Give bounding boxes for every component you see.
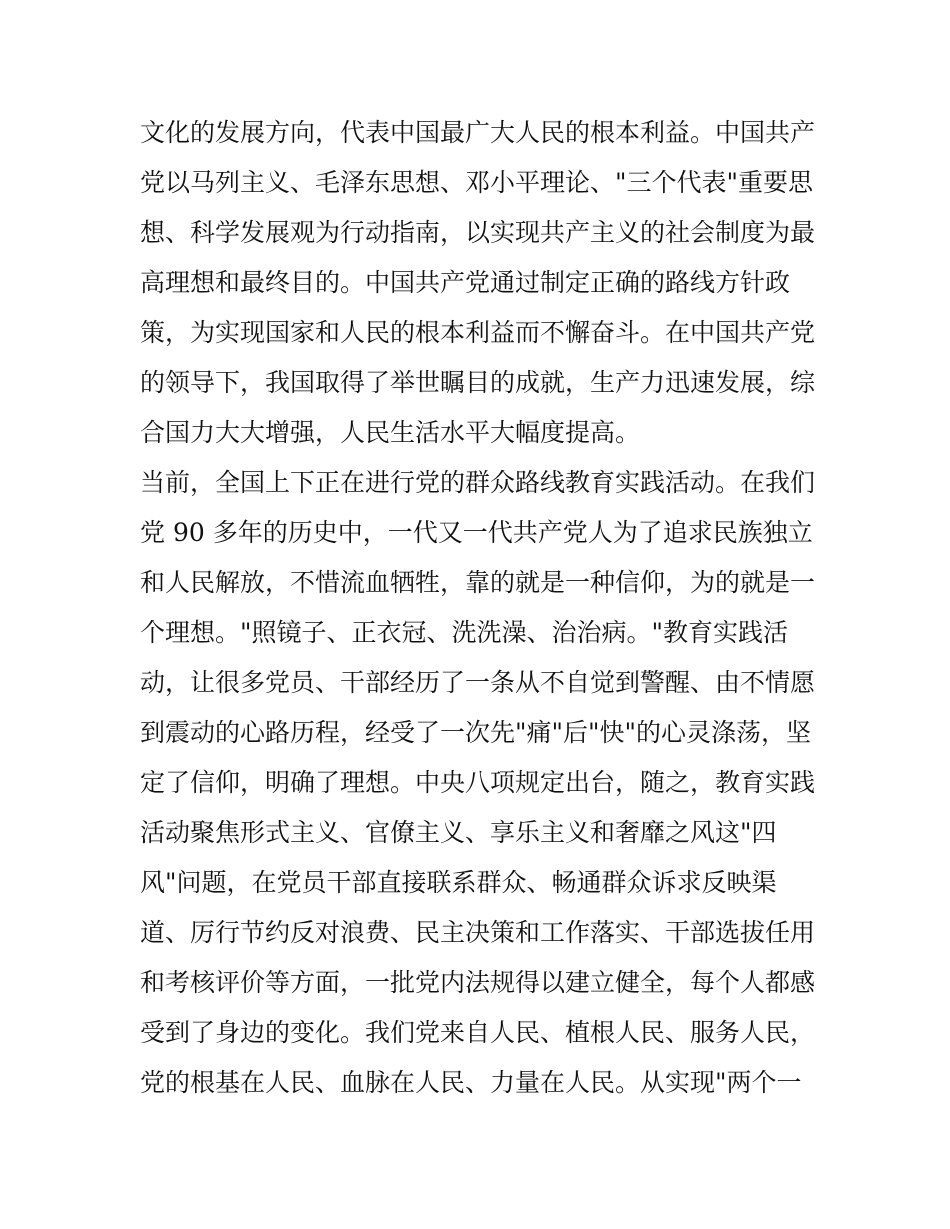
text-line: 党以马列主义、毛泽东思想、邓小平理论、"三个代表"重要思 [140, 168, 814, 197]
text-line: 合国力大大增强，人民生活水平大幅度提高。 [140, 418, 641, 447]
text-line: 风"问题，在党员干部直接联系群众、畅通群众诉求反映渠 [140, 868, 777, 897]
text-line: 和人民解放，不惜流血牺牲，靠的就是一种信仰，为的就是一 [140, 568, 816, 597]
text-line: 当前，全国上下正在进行党的群众路线教育实践活动。在我们 [140, 468, 816, 497]
text-line: 受到了身边的变化。我们党来自人民、植根人民、服务人民， [140, 1018, 816, 1047]
text-line: 道、厉行节约反对浪费、民主决策和工作落实、干部选拔任用 [140, 918, 816, 947]
text-line: 动，让很多党员、干部经历了一条从不自觉到警醒、由不情愿 [140, 668, 816, 697]
body-text [140, 108, 820, 1108]
text-line: 策，为实现国家和人民的根本利益而不懈奋斗。在中国共产党 [140, 318, 816, 347]
text-line: 活动聚焦形式主义、官僚主义、享乐主义和奢靡之风这"四 [140, 818, 777, 847]
text-line: 想、科学发展观为行动指南，以实现共产主义的社会制度为最 [140, 218, 816, 247]
text-line: 和考核评价等方面，一批党内法规得以建立健全，每个人都感 [140, 968, 816, 997]
text-line: 个理想。"照镜子、正衣冠、洗洗澡、治治病。"教育实践活 [140, 618, 789, 647]
text-line: 定了信仰，明确了理想。中央八项规定出台，随之，教育实践 [140, 768, 816, 797]
text-line: 文化的发展方向，代表中国最广大人民的根本利益。中国共产 [140, 118, 816, 147]
text-line: 到震动的心路历程，经受了一次先"痛"后"快"的心灵涤荡，坚 [140, 718, 811, 747]
text-line: 高理想和最终目的。中国共产党通过制定正确的路线方针政 [140, 268, 791, 297]
text-line: 党 90 多年的历史中，一代又一代共产党人为了追求民族独立 [140, 518, 813, 547]
text-line: 党的根基在人民、血脉在人民、力量在人民。从实现"两个一 [140, 1068, 802, 1097]
text-line: 的领导下，我国取得了举世瞩目的成就，生产力迅速发展，综 [140, 368, 816, 397]
